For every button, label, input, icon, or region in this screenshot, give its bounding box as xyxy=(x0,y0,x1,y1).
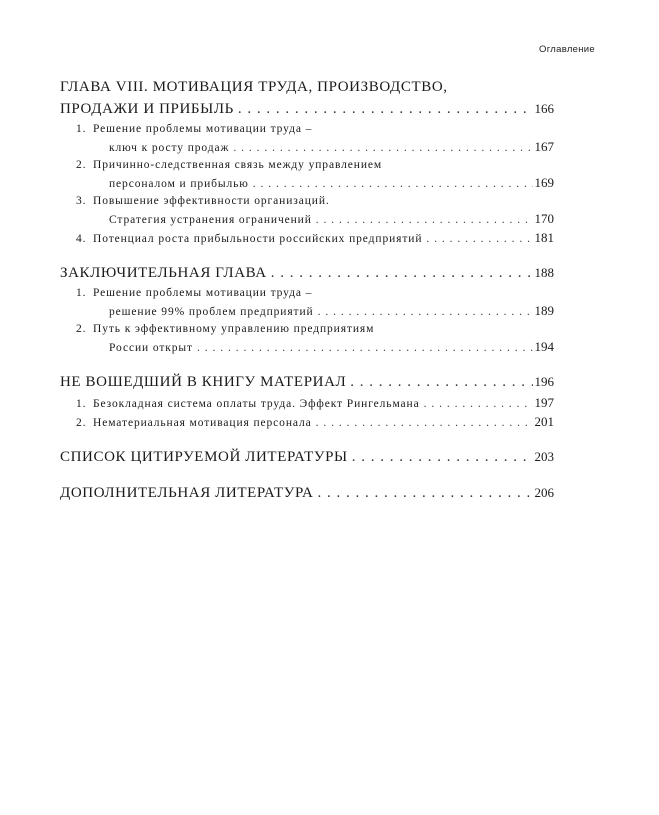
page-number: 206 xyxy=(534,485,554,500)
dot-leader xyxy=(238,99,533,120)
dot-leader xyxy=(350,372,532,393)
page-number: 201 xyxy=(534,414,554,429)
entry-title: Решение проблемы мотивации труда – xyxy=(93,287,313,299)
table-of-contents xyxy=(60,77,554,504)
toc-cited-literature[interactable] xyxy=(60,446,554,468)
entry-number: 2. xyxy=(76,159,87,171)
toc-chapter-extra[interactable] xyxy=(60,371,554,393)
chapter-title: ДОПОЛНИТЕЛЬНАЯ ЛИТЕРАТУРА xyxy=(60,485,314,501)
page-number: 166 xyxy=(534,101,554,116)
toc-entry[interactable] xyxy=(60,121,554,157)
chapter-title-line: ПРОДАЖИ И ПРИБЫЛЬ xyxy=(60,101,234,117)
chapter-title: СПИСОК ЦИТИРУЕМОЙ ЛИТЕРАТУРЫ xyxy=(60,449,348,465)
dot-leader xyxy=(233,140,532,157)
toc-chapter-final[interactable] xyxy=(60,262,554,284)
toc-entry[interactable] xyxy=(60,193,554,229)
toc-entry[interactable] xyxy=(60,321,554,357)
entry-title: Решение проблемы мотивации труда – xyxy=(93,123,313,135)
toc-entry[interactable] xyxy=(60,413,554,432)
entry-title: Стратегия устранения ограничений xyxy=(109,214,312,226)
dot-leader xyxy=(197,340,533,357)
toc-entry[interactable] xyxy=(60,157,554,193)
entry-number: 2. xyxy=(76,323,87,335)
dot-leader xyxy=(316,415,533,432)
page-number: 197 xyxy=(534,395,554,410)
page-number: 194 xyxy=(534,339,554,354)
page-number: 167 xyxy=(534,139,554,154)
entry-title: персоналом и прибылью xyxy=(109,178,249,190)
chapter-title: НЕ ВОШЕДШИЙ В КНИГУ МАТЕРИАЛ xyxy=(60,374,347,390)
entry-title: Причинно-следственная связь между управлением xyxy=(93,159,383,171)
dot-leader xyxy=(253,176,533,193)
toc-entry[interactable] xyxy=(60,394,554,413)
page-number: 203 xyxy=(534,449,554,464)
dot-leader xyxy=(426,231,532,248)
page-number: 196 xyxy=(534,374,554,389)
entry-title: ключ к росту продаж xyxy=(109,142,230,154)
toc-chapter-8[interactable] xyxy=(60,77,554,120)
dot-leader xyxy=(318,304,533,321)
entry-number: 4. xyxy=(76,233,87,245)
entry-title: России открыт xyxy=(109,342,193,354)
toc-additional-literature[interactable] xyxy=(60,482,554,504)
dot-leader xyxy=(352,447,533,468)
entry-number: 1. xyxy=(76,398,87,410)
dot-leader xyxy=(271,263,533,284)
entry-title: Потенциал роста прибыльности российских предприятий xyxy=(93,233,423,245)
chapter-title: ЗАКЛЮЧИТЕЛЬНАЯ ГЛАВА xyxy=(60,265,267,281)
chapter-title-line: ГЛАВА VIII. МОТИВАЦИЯ ТРУДА, ПРОИЗВОДСТВО, xyxy=(60,79,448,95)
page-number: 169 xyxy=(534,175,554,190)
dot-leader xyxy=(317,483,532,504)
entry-number: 1. xyxy=(76,123,87,135)
entry-number: 1. xyxy=(76,287,87,299)
page-number: 170 xyxy=(534,211,554,226)
entry-number: 3. xyxy=(76,195,87,207)
entry-title: Безокладная система оплаты труда. Эффект Рингельмана xyxy=(93,398,420,410)
page-number: 188 xyxy=(534,265,554,280)
page-number: 181 xyxy=(534,230,554,245)
entry-title: Путь к эффективному управлению предприятиям xyxy=(93,323,375,335)
toc-entry[interactable] xyxy=(60,229,554,248)
entry-title: Нематериальная мотивация персонала xyxy=(93,417,312,429)
page-number: 189 xyxy=(534,303,554,318)
dot-leader xyxy=(316,212,533,229)
entry-number: 2. xyxy=(76,417,87,429)
dot-leader xyxy=(424,396,533,413)
toc-entry[interactable] xyxy=(60,285,554,321)
running-head: Оглавление xyxy=(539,44,595,55)
entry-title: Повышение эффективности организаций. xyxy=(93,195,330,207)
entry-title: решение 99% проблем предприятий xyxy=(109,306,314,318)
